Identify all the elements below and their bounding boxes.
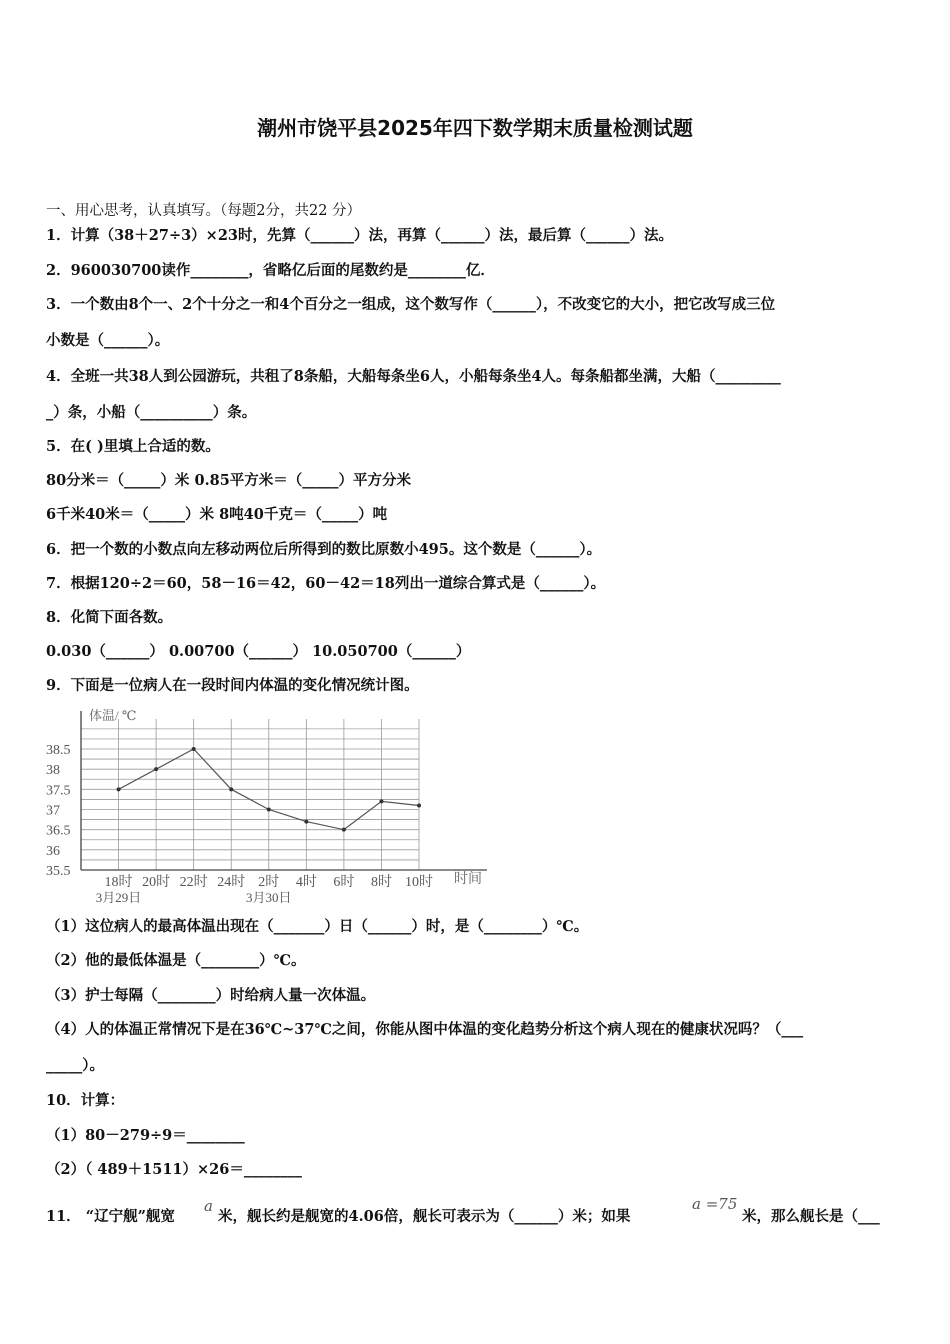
y-axis-label: 体温/ ℃ [89, 708, 137, 723]
data-point [117, 787, 121, 791]
y-tick-label: 37 [46, 803, 60, 819]
data-point [417, 803, 421, 807]
question-9-1: （1）这位病人的最高体温出现在（_______）日（______）时，是（________）℃。 [46, 918, 589, 935]
y-tick-label: 38.5 [46, 743, 71, 758]
x-axis-label: 时间 [454, 872, 482, 887]
y-tick-label: 38 [46, 763, 60, 779]
question-3-cont: 小数是（______）。 [46, 332, 170, 349]
question-10-1: （1）80－279÷9＝________ [46, 1127, 245, 1144]
question-4-cont: _）条，小船（__________）条。 [46, 404, 257, 421]
x-tick-label: 10时 [405, 875, 433, 890]
data-point [229, 787, 233, 791]
question-10: 10．计算： [46, 1092, 125, 1109]
x-tick-label: 8时 [370, 875, 392, 890]
q11-equation: a =75 [692, 1195, 738, 1213]
y-tick-label: 37.5 [46, 783, 71, 799]
date-label: 3月29日 [95, 890, 142, 904]
question-11-end: 米，那么舰长是（___ [742, 1208, 880, 1225]
y-tick-label: 36 [46, 843, 60, 859]
x-tick-label: 6时 [333, 875, 355, 890]
question-9-2: （2）他的最低体温是（________）℃。 [46, 952, 306, 969]
question-11-start: 11． “辽宁舰”舰宽 [46, 1208, 175, 1225]
y-tick-label: 35.5 [46, 864, 71, 879]
x-tick-label: 4时 [295, 875, 317, 890]
section-heading: 一、用心思考，认真填写。（每题2分，共22 分） [46, 203, 362, 219]
question-9-4: （4）人的体温正常情况下是在36℃~37℃之间，你能从图中体温的变化趋势分析这个病人现在的健康状况吗？（___ [46, 1021, 804, 1038]
question-9-3: （3）护士每隔（________）时给病人量一次体温。 [46, 987, 376, 1004]
question-11-mid: 米，舰长约是舰宽的4.06倍，舰长可表示为（______）米；如果 [218, 1208, 631, 1225]
question-3: 3．一个数由8个一、2个十分之一和4个百分之一组成，这个数写作（______），不改变它的大小，把它改写成三位 [46, 296, 776, 313]
question-5-row1: 80分米＝（_____）米 0.85平方米＝（_____）平方分米 [46, 472, 412, 489]
x-tick-label: 22时 [179, 875, 208, 890]
x-tick-label: 24时 [217, 875, 246, 890]
question-7: 7．根据120÷2＝60，58－16＝42，60－42＝18列出一道综合算式是（______）。 [46, 575, 606, 592]
data-point [304, 820, 308, 824]
question-9: 9．下面是一位病人在一段时间内体温的变化情况统计图。 [46, 677, 419, 694]
q11-variable: a [204, 1197, 213, 1215]
question-5: 5．在( )里填上合适的数。 [46, 438, 220, 455]
data-point [267, 808, 271, 812]
x-tick-label: 18时 [104, 875, 133, 890]
question-4: 4．全班一共38人到公园游玩，共租了8条船，大船每条坐6人，小船每条坐4人。每条船都坐满，大船（_________ [46, 368, 781, 385]
question-10-2: （2）（ 489＋1511）×26＝________ [46, 1161, 302, 1178]
question-8-items: 0.030（______） 0.00700（______） 10.050700（______） [46, 643, 471, 660]
chart-grid [81, 711, 487, 870]
question-5-row2: 6千米40米＝（_____）米 8吨40千克＝（_____）吨 [46, 506, 388, 523]
data-point [342, 828, 346, 832]
x-tick-label: 2时 [258, 875, 280, 890]
question-9-4-cont: _____）。 [46, 1057, 104, 1074]
temperature-chart [44, 704, 494, 904]
x-tick-label: 20时 [142, 875, 171, 890]
data-point [379, 799, 383, 803]
y-tick-label: 36.5 [46, 823, 71, 839]
date-label: 3月30日 [246, 890, 292, 904]
question-8: 8．化简下面各数。 [46, 609, 173, 626]
data-point [154, 767, 158, 771]
question-2: 2．960030700读作________，省略亿后面的尾数约是________亿． [46, 262, 495, 279]
data-point [192, 747, 196, 751]
question-1: 1．计算（38＋27÷3）×23时，先算（______）法，再算（______）法，最后算（______）法。 [46, 227, 674, 244]
question-6: 6．把一个数的小数点向左移动两位后所得到的数比原数小495。这个数是（______）。 [46, 541, 602, 558]
page-title: 潮州市饶平县2025年四下数学期末质量检测试题 [257, 116, 693, 140]
chart-labels [46, 708, 482, 904]
